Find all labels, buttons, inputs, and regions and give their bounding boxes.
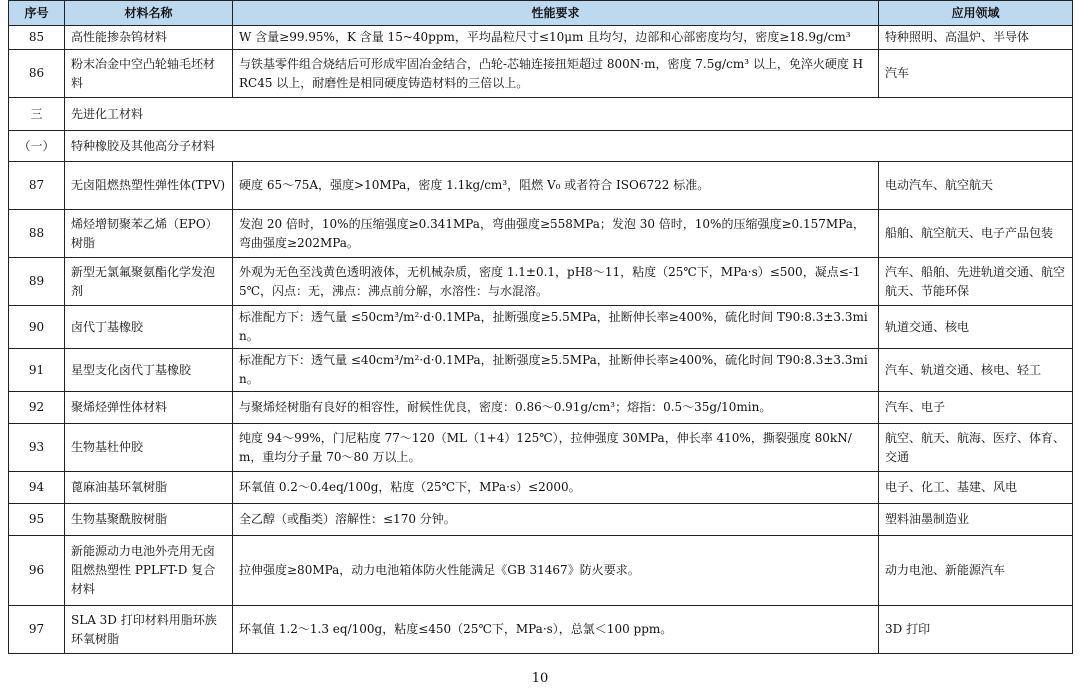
material-name: 蓖麻油基环氧树脂 [65,472,233,504]
header-name: 材料名称 [65,1,233,26]
performance-requirements: 外观为无色至浅黄色透明液体，无机械杂质，密度 1.1±0.1，pH8～11，粘度（25℃下，MPa·s）≤500，凝点≤-15℃，闪点：无，沸点：沸点前分解，水溶性：与水混溶。 [233,258,879,306]
row-number: 87 [9,162,65,210]
application-fields: 汽车、船舶、先进轨道交通、航空航天、节能环保 [879,258,1073,306]
performance-requirements: 全乙醇（或酯类）溶解性：≤170 分钟。 [233,504,879,536]
performance-requirements: 拉伸强度≥80MPa，动力电池箱体防火性能满足《GB 31467》防火要求。 [233,536,879,606]
performance-requirements: W 含量≥99.95%，K 含量 15~40ppm，平均晶粒尺寸≤10μm 且均匀，边部和心部密度均匀，密度≥18.9g/cm³ [233,26,879,50]
row-number: 95 [9,504,65,536]
application-fields: 轨道交通、核电 [879,306,1073,349]
material-name: 新能源动力电池外壳用无卤阻燃热塑性 PPLFT-D 复合材料 [65,536,233,606]
row-number: 88 [9,210,65,258]
table-row [9,536,1073,606]
document-page [8,0,1072,654]
material-name: 烯烃增韧聚苯乙烯（EPO）树脂 [65,210,233,258]
row-number: 90 [9,306,65,349]
application-fields: 电动汽车、航空航天 [879,162,1073,210]
material-name: SLA 3D 打印材料用脂环族环氧树脂 [65,606,233,654]
material-name: 生物基杜仲胶 [65,424,233,472]
section-row [9,98,1073,131]
table-row [9,26,1073,50]
application-fields: 汽车、轨道交通、核电、轻工 [879,349,1073,392]
application-fields: 动力电池、新能源汽车 [879,536,1073,606]
table-row [9,392,1073,424]
application-fields: 航空、航天、航海、医疗、体育、交通 [879,424,1073,472]
table-row [9,306,1073,349]
performance-requirements: 硬度 65～75A，强度>10MPa，密度 1.1kg/cm³，阻燃 V₀ 或者符合 ISO6722 标准。 [233,162,879,210]
material-name: 高性能掺杂钨材料 [65,26,233,50]
table-row [9,424,1073,472]
performance-requirements: 环氧值 0.2～0.4eq/100g，粘度（25℃下，MPa·s）≤2000。 [233,472,879,504]
row-number: 三 [9,98,65,131]
header-no: 序号 [9,1,65,26]
table-row [9,210,1073,258]
performance-requirements: 标准配方下：透气量 ≤40cm³/m²·d·0.1MPa，扯断强度≥5.5MPa，扯断伸长率≥400%，硫化时间 T90:8.3±3.3min。 [233,349,879,392]
section-title: 先进化工材料 [65,98,1073,131]
material-name: 生物基聚酰胺树脂 [65,504,233,536]
row-number: 93 [9,424,65,472]
material-name: 粉末冶金中空凸轮轴毛坯材料 [65,50,233,98]
material-name: 卤代丁基橡胶 [65,306,233,349]
application-fields: 3D 打印 [879,606,1073,654]
row-number: 94 [9,472,65,504]
table-row [9,349,1073,392]
table-row [9,504,1073,536]
row-number: 86 [9,50,65,98]
row-number: （一） [9,131,65,162]
table-row [9,258,1073,306]
performance-requirements: 纯度 94～99%，门尼粘度 77～120（ML（1+4）125℃），拉伸强度 30MPa，伸长率 410%，撕裂强度 80kN/m，重均分子量 70～80 万以上。 [233,424,879,472]
material-name: 新型无氯氟聚氨酯化学发泡剂 [65,258,233,306]
application-fields: 汽车 [879,50,1073,98]
row-number: 92 [9,392,65,424]
performance-requirements: 发泡 20 倍时，10%的压缩强度≥0.341MPa，弯曲强度≥558MPa；发泡 30 倍时，10%的压缩强度≥0.157MPa，弯曲强度≥202MPa。 [233,210,879,258]
table-header-row [9,1,1073,26]
row-number: 97 [9,606,65,654]
performance-requirements: 与铁基零件组合烧结后可形成牢固冶金结合，凸轮-芯轴连接扭矩超过 800N·m，密度 7.5g/cm³ 以上，免淬火硬度 HRC45 以上，耐磨性是相同硬度铸造材料的三倍以上。 [233,50,879,98]
section-title: 特种橡胶及其他高分子材料 [65,131,1073,162]
table-row [9,50,1073,98]
table-body [9,26,1073,654]
application-fields: 船舶、航空航天、电子产品包装 [879,210,1073,258]
header-requirements: 性能要求 [233,1,879,26]
application-fields: 特种照明、高温炉、半导体 [879,26,1073,50]
performance-requirements: 标准配方下：透气量 ≤50cm³/m²·d·0.1MPa，扯断强度≥5.5MPa，扯断伸长率≥400%，硫化时间 T90:8.3±3.3min。 [233,306,879,349]
material-name: 星型支化卤代丁基橡胶 [65,349,233,392]
application-fields: 汽车、电子 [879,392,1073,424]
row-number: 96 [9,536,65,606]
performance-requirements: 环氧值 1.2～1.3 eq/100g，粘度≤450（25℃下，MPa·s），总氯＜100 ppm。 [233,606,879,654]
performance-requirements: 与聚烯烃树脂有良好的相容性，耐候性优良，密度：0.86～0.91g/cm³；熔指：0.5～35g/10min。 [233,392,879,424]
page-number: 10 [531,671,549,686]
section-row [9,131,1073,162]
material-name: 无卤阻燃热塑性弹性体(TPV) [65,162,233,210]
table-row [9,606,1073,654]
header-applications: 应用领域 [879,1,1073,26]
row-number: 85 [9,26,65,50]
row-number: 89 [9,258,65,306]
table-row [9,162,1073,210]
materials-table [8,0,1073,654]
row-number: 91 [9,349,65,392]
material-name: 聚烯烃弹性体材料 [65,392,233,424]
application-fields: 塑料油墨制造业 [879,504,1073,536]
application-fields: 电子、化工、基建、风电 [879,472,1073,504]
table-row [9,472,1073,504]
